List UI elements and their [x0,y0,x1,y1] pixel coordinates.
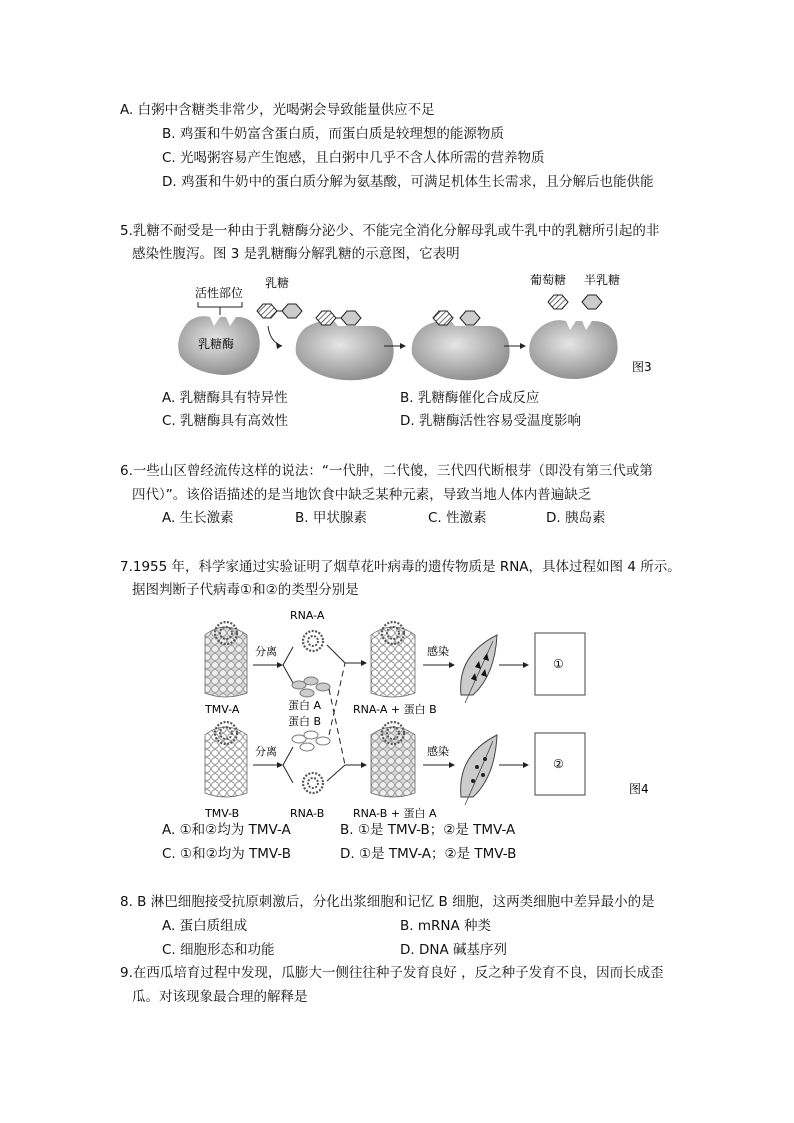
q7-option-c: C. ①和②均为 TMV-B [162,846,291,862]
active-site-bracket [198,302,242,307]
figure-3-lactase-diagram [170,270,670,385]
q6-option-a: A. 生长激素 [162,510,234,526]
tmv-b-label: TMV-B [205,807,240,820]
q8-option-a: A. 蛋白质组成 [162,918,248,934]
q7-stem-line2: 据图判断子代病毒①和②的类型分别是 [132,582,359,598]
rna-a-strand [303,631,323,651]
q7-option-a: A. ①和②均为 TMV-A [162,822,291,838]
q4-option-d: D. 鸡蛋和牛奶中的蛋白质分解为氨基酸，可满足机体生长需求，且分解后也能供能 [162,174,654,190]
q4-option-c: C. 光喝粥容易产生饱感，且白粥中几乎不含人体所需的营养物质 [162,150,545,166]
enzyme-label: 乳糖酶 [198,337,235,351]
q8-option-b: B. mRNA 种类 [400,918,491,934]
q5-option-b: B. 乳糖酶催化合成反应 [400,390,540,406]
binding-arrow [268,326,282,346]
rna-a-label: RNA-A [290,609,325,622]
q4-option-b: B. 鸡蛋和牛奶富含蛋白质，而蛋白质是较理想的能源物质 [162,126,504,142]
q8-option-c: C. 细胞形态和功能 [162,942,275,958]
lactose-label: 乳糖 [265,276,290,290]
protein-b-particles [292,731,330,751]
separate-label-1: 分离 [255,645,277,658]
enzyme-shape-4 [529,320,617,379]
q8-option-d: D. DNA 碱基序列 [400,942,507,958]
q6-stem-line2: 四代）”。该俗语描述的是当地饮食中缺乏某种元素，导致当地人体内普遍缺乏 [132,487,592,503]
tobacco-leaf-2 [461,735,497,805]
protein-a-particles [292,677,330,697]
figure-3-caption: 图3 [632,360,652,374]
glucose-molecule [548,295,568,309]
tmv-b-virus [205,722,247,797]
q6-option-c: C. 性激素 [428,510,487,526]
galactose-label: 半乳糖 [584,273,621,287]
q6-option-b: B. 甲状腺素 [295,510,367,526]
tmv-a-virus [205,622,247,697]
result-box-2-label: ② [553,757,564,771]
infect-label-1: 感染 [427,645,449,658]
q5-stem-line2: 感染性腹泻。图 3 是乳糖酶分解乳糖的示意图，它表明 [132,246,460,262]
glucose-label: 葡萄糖 [530,273,567,287]
enzyme-shape-2 [296,321,394,380]
q8-stem: 8. B 淋巴细胞接受抗原刺激后，分化出浆细胞和记忆 B 细胞，这两类细胞中差异最小的是 [120,894,655,910]
rna-b-label: RNA-B [290,807,325,820]
q5-option-d: D. 乳糖酶活性容易受温度影响 [400,413,581,429]
recombinant-virus-2 [371,722,415,797]
result-box-1-label: ① [553,657,564,671]
active-site-label: 活性部位 [195,286,244,300]
mix-2-label: RNA-B + 蛋白 A [353,807,437,820]
infect-label-2: 感染 [427,745,449,758]
figure-4-tmv-experiment [195,605,665,825]
q9-stem-line1: 9.在西瓜培育过程中发现，瓜膨大一侧往往种子发育良好 ，反之种子发育不良，因而长成歪 [120,965,664,981]
q7-option-d: D. ①是 TMV-A；②是 TMV-B [340,846,517,862]
q7-stem-line1: 7.1955 年，科学家通过实验证明了烟草花叶病毒的遗传物质是 RNA，具体过程如图 4 所示。 [120,559,681,575]
q4-option-a: A. 白粥中含糖类非常少，光喝粥会导致能量供应不足 [120,102,435,118]
tmv-a-label: TMV-A [205,703,240,716]
q6-option-d: D. 胰岛素 [546,510,606,526]
recombinant-virus-1 [371,622,415,697]
q5-option-c: C. 乳糖酶具有高效性 [162,413,289,429]
galactose-molecule [582,295,602,309]
protein-a-label: 蛋白 A [288,699,322,712]
protein-b-label: 蛋白 B [288,715,322,728]
q6-stem-line1: 6.一些山区曾经流传这样的说法：“一代肿，二代傻，三代四代断根芽（即没有第三代或第 [120,463,653,479]
separate-label-2: 分离 [255,745,277,758]
mix-1-label: RNA-A + 蛋白 B [353,703,437,716]
rna-b-strand [303,773,323,793]
q7-option-b: B. ①是 TMV-B；②是 TMV-A [340,822,516,838]
figure-4-caption: 图4 [629,782,649,796]
tobacco-leaf-1 [461,635,497,703]
q9-stem-line2: 瓜。对该现象最合理的解释是 [132,989,308,1005]
lactose-molecule [257,304,302,318]
q5-stem-line1: 5.乳糖不耐受是一种由于乳糖酶分泌少、不能完全消化分解母乳或牛乳中的乳糖所引起的非 [120,223,660,239]
q5-option-a: A. 乳糖酶具有特异性 [162,390,288,406]
enzyme-shape-3 [412,321,510,380]
